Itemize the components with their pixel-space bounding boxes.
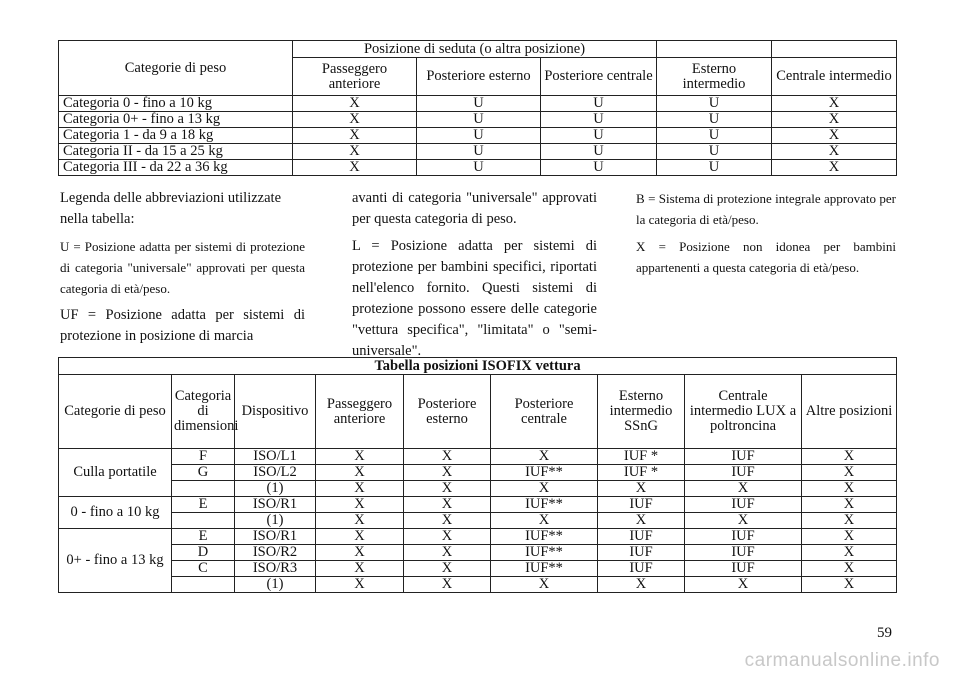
table-cell: U [541, 128, 657, 144]
table-cell: X [404, 497, 491, 513]
isofix-rows [59, 449, 897, 593]
table-row [59, 497, 897, 513]
watermark: carmanualsonline.info [744, 650, 940, 671]
size-category [172, 513, 235, 529]
table-cell: X [772, 160, 897, 176]
table-cell: U [417, 128, 541, 144]
size-category: E [172, 529, 235, 545]
table-cell: X [404, 481, 491, 497]
table-cell: X [316, 577, 404, 593]
table-cell: X [293, 160, 417, 176]
table-cell: X [293, 112, 417, 128]
size-category: C [172, 561, 235, 577]
column-header: Posteriore centrale [541, 58, 657, 96]
table-cell: X [685, 481, 802, 497]
table-cell: X [802, 481, 897, 497]
table-cell: U [541, 112, 657, 128]
table-row [59, 128, 897, 144]
table-cell: IUF** [491, 497, 598, 513]
table-row [59, 577, 897, 593]
table-row [59, 481, 897, 497]
table-cell: X [316, 545, 404, 561]
legend-uf-end: avanti di categoria "universale" approvati per questa categoria di peso. [352, 190, 597, 227]
table-cell: X [598, 577, 685, 593]
table-cell: X [316, 449, 404, 465]
table-cell: X [598, 513, 685, 529]
table-cell: X [772, 112, 897, 128]
legend-l: L = Posizione adatta per sistemi di protezione per bambini specifici, riportati nell'elenco fornito. Questi sistemi di protezione possono essere delle categorie "vettura specifica", "limitata" o "semi-universale". [352, 238, 597, 359]
table-cell: X [404, 577, 491, 593]
row-label: Categoria 0 - fino a 10 kg [59, 96, 293, 112]
row-label: Categoria 0+ - fino a 13 kg [59, 112, 293, 128]
empty-header-cell [772, 41, 897, 58]
table-cell: IUF [685, 545, 802, 561]
column-header: Dispositivo [235, 375, 316, 449]
isofix-table-title: Tabella posizioni ISOFIX vettura [59, 358, 897, 375]
table-cell: X [293, 96, 417, 112]
column-header: Centrale intermedio LUX a poltroncina [685, 375, 802, 449]
table-cell: X [802, 577, 897, 593]
seat-category-table [58, 40, 897, 176]
table-cell: X [491, 577, 598, 593]
device: ISO/R2 [235, 545, 316, 561]
table-cell: X [316, 465, 404, 481]
isofix-table [58, 357, 897, 593]
table-cell: X [598, 481, 685, 497]
device: ISO/R3 [235, 561, 316, 577]
weight-category-header: Categorie di peso [59, 41, 293, 96]
table-cell: X [802, 449, 897, 465]
size-category: E [172, 497, 235, 513]
table-cell: U [657, 96, 772, 112]
table-row [59, 96, 897, 112]
table-cell: IUF [598, 529, 685, 545]
column-header: Passeggero anteriore [316, 375, 404, 449]
table-row [59, 561, 897, 577]
table-cell: IUF [685, 497, 802, 513]
table-cell: U [657, 112, 772, 128]
table-cell: X [685, 513, 802, 529]
empty-header-cell [657, 41, 772, 58]
table-row [59, 529, 897, 545]
legend-column-2 [352, 188, 597, 368]
table-cell: X [772, 144, 897, 160]
seat-position-header: Posizione di seduta (o altra posizione) [293, 41, 657, 58]
device: ISO/R1 [235, 529, 316, 545]
legend-column-1 [60, 188, 305, 353]
table-cell: X [802, 497, 897, 513]
table-cell: X [293, 128, 417, 144]
legend-uf-start: UF = Posizione adatta per sistemi di protezione in posizione di marcia [60, 307, 305, 344]
table-cell: IUF** [491, 561, 598, 577]
legend-b: B = Sistema di protezione integrale approvato per la categoria di età/peso. [636, 191, 896, 227]
device: (1) [235, 481, 316, 497]
table-cell: IUF [685, 449, 802, 465]
device: ISO/L1 [235, 449, 316, 465]
table-cell: X [772, 96, 897, 112]
table-cell: U [657, 160, 772, 176]
table-cell: U [541, 96, 657, 112]
table-cell: IUF** [491, 545, 598, 561]
size-category: G [172, 465, 235, 481]
table-cell: X [316, 561, 404, 577]
device: ISO/L2 [235, 465, 316, 481]
table-cell: U [657, 128, 772, 144]
table-cell: X [404, 545, 491, 561]
table-cell: IUF [598, 561, 685, 577]
table-cell: IUF** [491, 529, 598, 545]
table-cell: X [772, 128, 897, 144]
size-category: D [172, 545, 235, 561]
table-cell: U [417, 112, 541, 128]
table-row [59, 545, 897, 561]
table-cell: X [404, 513, 491, 529]
table-cell: X [491, 513, 598, 529]
legend-column-3 [636, 188, 896, 284]
column-header: Posteriore centrale [491, 375, 598, 449]
size-category [172, 577, 235, 593]
table-cell: U [657, 144, 772, 160]
table-cell: IUF [685, 465, 802, 481]
column-header: Categoria di dimensioni [172, 375, 235, 449]
table-cell: U [541, 160, 657, 176]
seat-category-rows [59, 96, 897, 176]
weight-category: 0+ - fino a 13 kg [59, 529, 172, 593]
table-cell: U [541, 144, 657, 160]
table-cell: X [802, 561, 897, 577]
table-cell: X [404, 465, 491, 481]
weight-category: 0 - fino a 10 kg [59, 497, 172, 529]
column-header: Posteriore esterno [417, 58, 541, 96]
device: (1) [235, 577, 316, 593]
weight-category: Culla portatile [59, 449, 172, 497]
page-number: 59 [877, 625, 892, 641]
row-label: Categoria 1 - da 9 a 18 kg [59, 128, 293, 144]
table-cell: IUF [598, 545, 685, 561]
table-cell: IUF** [491, 465, 598, 481]
table-cell: X [491, 481, 598, 497]
table-cell: X [491, 449, 598, 465]
table-cell: U [417, 144, 541, 160]
table-cell: IUF [685, 529, 802, 545]
table-cell: IUF * [598, 465, 685, 481]
table-cell: X [802, 529, 897, 545]
table-cell: X [802, 465, 897, 481]
table-row [59, 112, 897, 128]
table-cell: X [316, 497, 404, 513]
table-cell: U [417, 96, 541, 112]
table-cell: IUF [685, 561, 802, 577]
table-cell: IUF * [598, 449, 685, 465]
row-label: Categoria II - da 15 a 25 kg [59, 144, 293, 160]
table-cell: X [404, 449, 491, 465]
table-cell: X [316, 513, 404, 529]
legend-intro: Legenda delle abbreviazioni utilizzate nella tabella: [60, 190, 282, 227]
table-cell: X [802, 545, 897, 561]
device: (1) [235, 513, 316, 529]
column-header: Posteriore esterno [404, 375, 491, 449]
column-header: Passeggero anteriore [293, 58, 417, 96]
column-header: Esterno intermedio SSnG [598, 375, 685, 449]
table-cell: X [316, 529, 404, 545]
table-cell: X [802, 513, 897, 529]
table-cell: X [293, 144, 417, 160]
table-row [59, 465, 897, 481]
table-cell: X [404, 529, 491, 545]
column-header: Centrale intermedio [772, 58, 897, 96]
column-header: Esterno intermedio [657, 58, 772, 96]
table-row [59, 160, 897, 176]
table-cell: IUF [598, 497, 685, 513]
size-category: F [172, 449, 235, 465]
table-row [59, 144, 897, 160]
table-row [59, 513, 897, 529]
legend-x: X = Posizione non idonea per bambini appartenenti a questa categoria di età/peso. [636, 239, 896, 275]
device: ISO/R1 [235, 497, 316, 513]
row-label: Categoria III - da 22 a 36 kg [59, 160, 293, 176]
column-header: Altre posizioni [802, 375, 897, 449]
column-header: Categorie di peso [59, 375, 172, 449]
size-category [172, 481, 235, 497]
legend-u: U = Posizione adatta per sistemi di protezione di categoria "universale" approvati per questa categoria di età/peso. [60, 239, 305, 296]
table-row [59, 449, 897, 465]
table-cell: X [685, 577, 802, 593]
table-cell: X [316, 481, 404, 497]
table-cell: U [417, 160, 541, 176]
table-cell: X [404, 561, 491, 577]
